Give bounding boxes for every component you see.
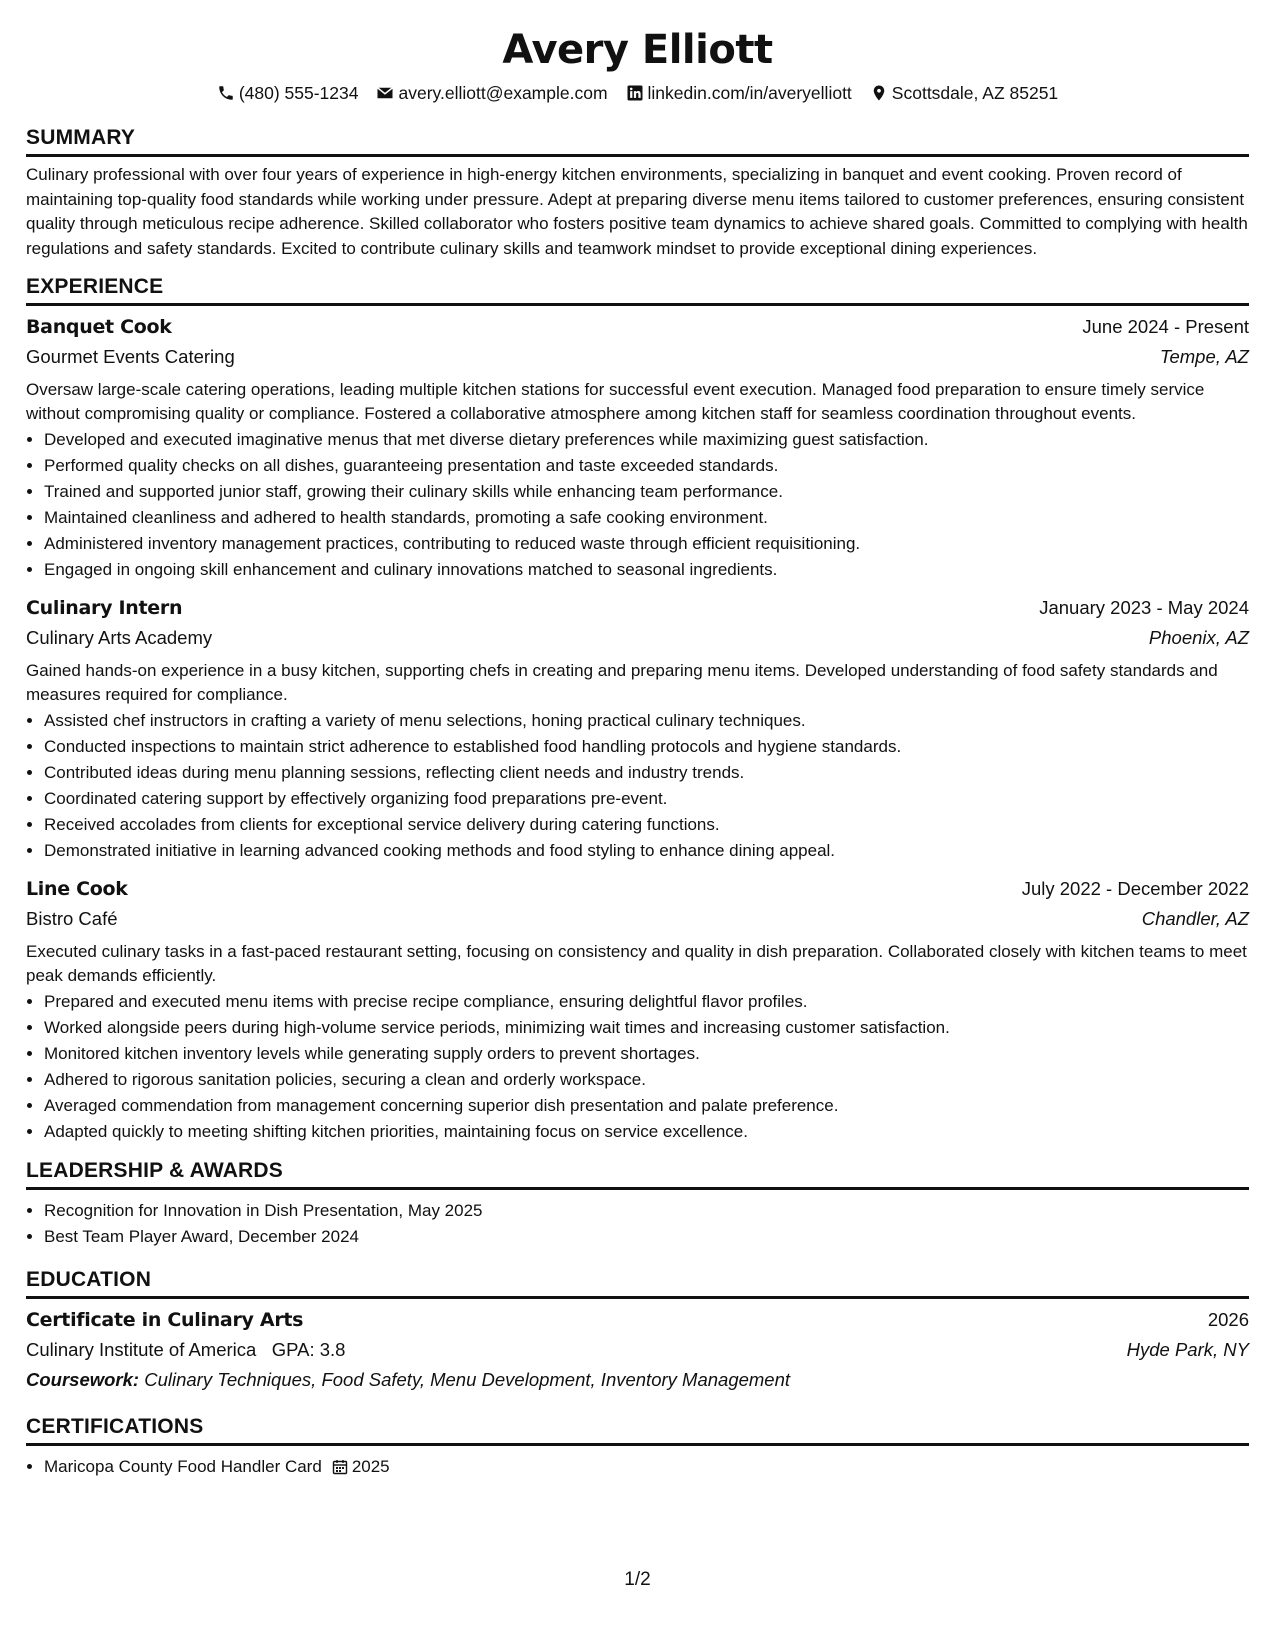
location-text: Scottsdale, AZ 85251 xyxy=(891,83,1059,103)
job-bullets xyxy=(26,708,1249,864)
coursework-label: Coursework: xyxy=(26,1369,140,1390)
job-dates: June 2024 - Present xyxy=(1082,316,1249,337)
list-item: • Worked alongside peers during high-volume service periods, minimizing wait times and increasing customer satisfaction. xyxy=(44,1015,1249,1041)
contact-email[interactable] xyxy=(376,80,607,106)
linkedin-icon xyxy=(626,84,644,102)
education-section xyxy=(26,1266,1249,1395)
list-item: • Contributed ideas during menu planning sessions, reflecting client needs and industry trends. xyxy=(44,760,1249,786)
list-item: • Coordinated catering support by effectively organizing food preparations pre-event. xyxy=(44,786,1249,812)
section-title-awards: LEADERSHIP & AWARDS xyxy=(26,1157,1249,1190)
envelope-icon xyxy=(376,84,394,102)
coursework-text: Culinary Techniques, Food Safety, Menu Development, Inventory Management xyxy=(144,1369,791,1390)
education-location: Hyde Park, NY xyxy=(1126,1339,1249,1360)
certification-name: Maricopa County Food Handler Card xyxy=(44,1457,322,1476)
phone-text: (480) 555-1234 xyxy=(238,83,359,103)
list-item: • Received accolades from clients for exceptional service delivery during catering functions. xyxy=(44,812,1249,838)
job-company: Culinary Arts Academy xyxy=(26,627,213,648)
school-name: Culinary Institute of America xyxy=(26,1339,257,1360)
experience-section xyxy=(26,273,1249,1145)
resume-page xyxy=(26,0,1249,1480)
job-dates: January 2023 - May 2024 xyxy=(1039,597,1249,618)
gpa: GPA: 3.8 xyxy=(271,1339,346,1360)
contact-location xyxy=(870,80,1058,106)
list-item: • Prepared and executed menu items with precise recipe compliance, ensuring delightful flavor profiles. xyxy=(44,989,1249,1015)
list-item: • Monitored kitchen inventory levels while generating supply orders to prevent shortages. xyxy=(44,1041,1249,1067)
job-entry xyxy=(26,874,1249,1145)
job-title: Culinary Intern xyxy=(26,597,183,619)
list-item: • Trained and supported junior staff, growing their culinary skills while enhancing team performance. xyxy=(44,479,1249,505)
awards-list xyxy=(26,1198,1249,1250)
section-title-summary: SUMMARY xyxy=(26,124,1249,157)
job-location: Chandler, AZ xyxy=(1141,908,1249,929)
certifications-section xyxy=(26,1413,1249,1480)
education-year: 2026 xyxy=(1207,1309,1249,1330)
phone-icon xyxy=(217,84,235,102)
summary-text: Culinary professional with over four years of experience in high-energy kitchen environments, specializing in banquet and event cooking. Proven record of maintaining top-quality food standards while working under pressure. Adept at preparing diverse menu items tailored to customer preferences, ensuring consistent quality through meticulous recipe adherence. Skilled collaborator who fosters positive team dynamics to achieve shared goals. Committed to complying with health regulations and safety standards. Excited to contribute culinary skills and teamwork mindset to provide exceptional dining experiences. xyxy=(26,165,1248,258)
degree-title: Certificate in Culinary Arts xyxy=(26,1309,304,1331)
email-link[interactable]: avery.elliott@example.com xyxy=(398,83,608,103)
job-location: Phoenix, AZ xyxy=(1148,627,1249,648)
list-item: • Maintained cleanliness and adhered to health standards, promoting a safe cooking environment. xyxy=(44,505,1249,531)
job-company: Bistro Café xyxy=(26,908,118,929)
section-title-experience: EXPERIENCE xyxy=(26,273,1249,306)
job-dates: July 2022 - December 2022 xyxy=(1021,878,1249,899)
section-title-education: EDUCATION xyxy=(26,1266,1249,1299)
certifications-list xyxy=(26,1454,1249,1480)
contact-phone xyxy=(217,80,359,106)
job-description: Gained hands-on experience in a busy kitchen, supporting chefs in creating and preparing menu items. Developed understanding of food safety standards and measures required for compliance. xyxy=(26,661,1218,704)
contact-bar xyxy=(26,80,1249,106)
list-item: • Demonstrated initiative in learning advanced cooking methods and food styling to enhance dining appeal. xyxy=(44,838,1249,864)
job-bullets xyxy=(26,989,1249,1145)
list-item: • Adhered to rigorous sanitation policies, securing a clean and orderly workspace. xyxy=(44,1067,1249,1093)
calendar-icon xyxy=(332,1457,348,1473)
job-entry xyxy=(26,593,1249,864)
list-item: • Developed and executed imaginative menus that met diverse dietary preferences while maximizing guest satisfaction. xyxy=(44,427,1249,453)
list-item: • Assisted chef instructors in crafting a variety of menu selections, honing practical culinary techniques. xyxy=(44,708,1249,734)
job-company: Gourmet Events Catering xyxy=(26,346,235,367)
job-description: Executed culinary tasks in a fast-paced restaurant setting, focusing on consistency and quality in dish preparation. Collaborated closely with kitchen teams to meet peak demands efficiently. xyxy=(26,942,1247,985)
list-item: • Best Team Player Award, December 2024 xyxy=(44,1224,1249,1250)
map-pin-icon xyxy=(870,84,888,102)
certification-year: 2025 xyxy=(351,1457,390,1476)
job-entry xyxy=(26,312,1249,583)
job-title: Line Cook xyxy=(26,878,128,900)
job-bullets xyxy=(26,427,1249,583)
summary-section xyxy=(26,124,1249,261)
linkedin-link[interactable]: linkedin.com/in/averyelliott xyxy=(647,83,852,103)
job-location: Tempe, AZ xyxy=(1159,346,1249,367)
list-item: • Adapted quickly to meeting shifting kitchen priorities, maintaining focus on service excellence. xyxy=(44,1119,1249,1145)
list-item: • Engaged in ongoing skill enhancement and culinary innovations matched to seasonal ingredients. xyxy=(44,557,1249,583)
awards-section xyxy=(26,1157,1249,1250)
candidate-name: Avery Elliott xyxy=(502,27,773,73)
list-item: • Averaged commendation from management concerning superior dish presentation and palate preference. xyxy=(44,1093,1249,1119)
job-description: Oversaw large-scale catering operations, leading multiple kitchen stations for successful event execution. Managed food preparation to ensure timely service without compromising quality or compliance. Fostered a collaborative atmosphere among kitchen staff for seamless coordination throughout events. xyxy=(26,380,1205,423)
list-item: • Performed quality checks on all dishes, guaranteeing presentation and taste exceeded standards. xyxy=(44,453,1249,479)
section-title-certifications: CERTIFICATIONS xyxy=(26,1413,1249,1446)
page-number: 1/2 xyxy=(624,1569,651,1590)
list-item xyxy=(44,1454,1249,1480)
coursework-line xyxy=(26,1365,1249,1395)
job-title: Banquet Cook xyxy=(26,316,172,338)
contact-linkedin[interactable] xyxy=(626,80,852,106)
list-item: • Administered inventory management practices, contributing to reduced waste through efficient requisitioning. xyxy=(44,531,1249,557)
list-item: • Conducted inspections to maintain strict adherence to established food handling protocols and hygiene standards. xyxy=(44,734,1249,760)
education-school-line xyxy=(26,1335,345,1365)
list-item: • Recognition for Innovation in Dish Presentation, May 2025 xyxy=(44,1198,1249,1224)
